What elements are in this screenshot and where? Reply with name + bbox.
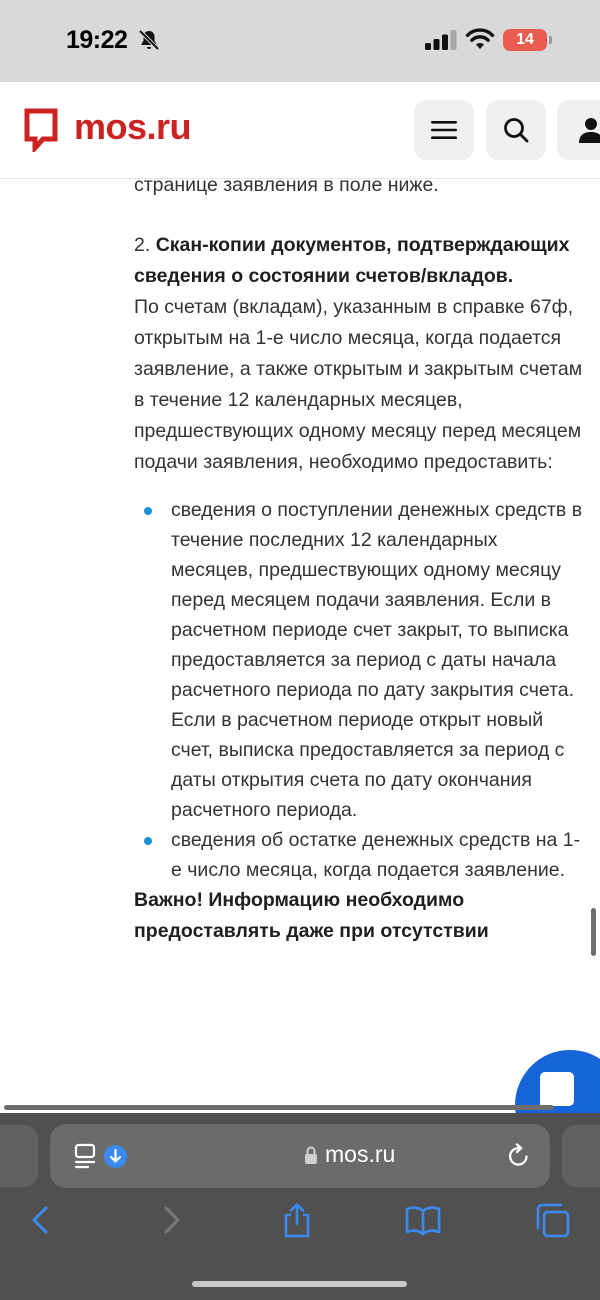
bookmarks-icon[interactable] xyxy=(404,1201,442,1239)
item-paragraph: По счетам (вкладам), указанным в справке 67ф, открытым на 1-е число месяца, когда подается заявление, а также открытым и закрытым счетам в течение 12 календарных месяцев, предшествующих одному месяцу перед месяцем подачи заявления, необходимо предоставить: xyxy=(134,296,583,473)
list-item xyxy=(171,825,584,885)
site-header xyxy=(0,82,600,179)
wifi-icon xyxy=(465,27,495,51)
bullet-list xyxy=(171,495,584,885)
search-button[interactable] xyxy=(486,100,546,160)
status-time: 19:22 xyxy=(66,26,128,54)
search-icon xyxy=(503,117,529,143)
arrow-down-icon xyxy=(104,1145,127,1168)
list-item xyxy=(171,495,584,825)
bullet-dot xyxy=(144,507,152,515)
article-content xyxy=(134,179,584,947)
previous-tab-preview[interactable] xyxy=(0,1125,38,1187)
battery-level: 14 xyxy=(516,31,534,48)
menu-icon xyxy=(431,120,457,140)
forward-icon[interactable] xyxy=(152,1201,190,1239)
next-tab-preview[interactable] xyxy=(562,1125,600,1187)
battery-icon xyxy=(503,29,547,51)
tabs-icon[interactable] xyxy=(534,1201,572,1239)
download-icon[interactable] xyxy=(104,1145,127,1168)
horizontal-scrollbar[interactable] xyxy=(4,1105,554,1110)
profile-button[interactable] xyxy=(557,100,600,160)
list-item-text: сведения о поступлении денежных средств в течение последних 12 календарных месяцев, предшествующих одному месяцу перед месяцем подачи заявления. Если в расчетном периоде счет закрыт, то выписка предоставляется за период с даты начала расчетного периода по дату закрытия счета. Если в расчетном периоде открыт новый счет, выписка предоставляется за период с даты открытия счета по дату окончания расчетного периода. xyxy=(171,499,583,821)
bullet-dot xyxy=(144,837,152,845)
vertical-scrollbar[interactable] xyxy=(591,908,596,956)
bell-slash-icon xyxy=(137,28,161,52)
logo-text[interactable]: mos.ru xyxy=(74,106,192,147)
item-heading xyxy=(134,230,584,292)
browser-bottom-bar xyxy=(0,1113,600,1300)
content-viewport xyxy=(0,179,600,1105)
page-menu-icon[interactable] xyxy=(74,1142,100,1170)
menu-button[interactable] xyxy=(414,100,474,160)
user-icon xyxy=(577,116,600,144)
important-note xyxy=(134,885,584,947)
home-indicator[interactable] xyxy=(192,1281,407,1287)
battery-cap xyxy=(549,36,552,44)
share-icon[interactable] xyxy=(278,1201,316,1239)
reload-icon[interactable] xyxy=(506,1142,532,1170)
back-icon[interactable] xyxy=(22,1201,60,1239)
mos-logo-icon[interactable] xyxy=(24,108,58,152)
item-number: 2. xyxy=(134,234,151,256)
status-bar xyxy=(0,0,600,82)
cellular-signal-icon xyxy=(425,30,457,50)
url-text: mos.ru xyxy=(325,1141,396,1167)
lock-icon xyxy=(304,1144,318,1166)
chat-icon xyxy=(540,1072,574,1106)
prev-paragraph-end: странице заявления в поле ниже. xyxy=(134,179,439,196)
item-title: Скан-копии документов, подтверждающих сведения о состоянии счетов/вкладов. xyxy=(134,234,570,287)
address-bar[interactable] xyxy=(50,1124,550,1188)
important-text: Важно! Информацию необходимо предоставлять даже при отсутствии xyxy=(134,889,489,942)
list-item-text: сведения об остатке денежных средств на 1-е число месяца, когда подается заявление. xyxy=(171,829,581,881)
